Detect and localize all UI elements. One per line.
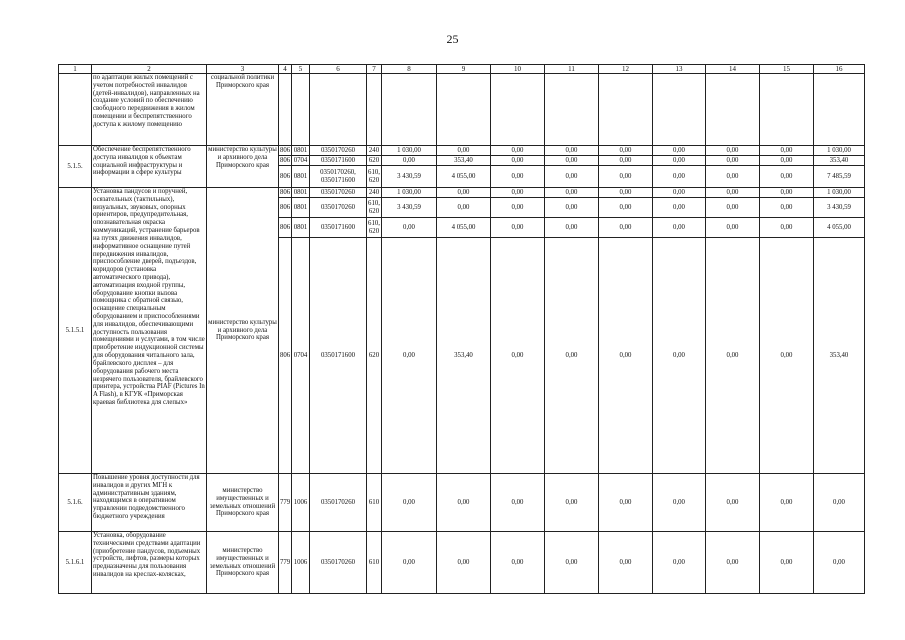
table-cell: 806 [279,166,292,188]
table-cell: 806 [280,156,291,164]
table-cell: 353,40 [437,156,491,166]
table-cell: 0,00 [653,166,706,188]
table-cell: 0350171600 [310,156,367,166]
col-header: 2 [92,65,207,74]
table-cell: 0350171600 [310,238,367,474]
col-header: 6 [310,65,367,74]
table-cell: 353,40 [814,238,865,474]
table-row [59,74,865,146]
table-cell: 0,00 [599,474,653,532]
table-cell: 0,00 [437,198,491,218]
table-cell: 610, 620 [367,218,382,238]
page-number: 25 [446,32,459,46]
table-cell: 0,00 [491,218,545,238]
table-cell: 0,00 [653,198,706,218]
table-cell: 0,00 [760,532,814,594]
table-cell: 0,00 [760,156,814,166]
table-cell: 0,00 [653,532,706,594]
item-executor: социальной политики Приморского края [207,74,279,146]
table-cell: 610, 620 [367,198,382,218]
table-row [59,188,865,198]
item-number: 5.1.5. [59,146,92,188]
table-cell: 0,00 [599,532,653,594]
table-cell: 0,00 [545,188,599,198]
table-cell: 0,00 [437,188,491,198]
table-cell: 0,00 [491,188,545,198]
table-cell: 0704 [292,238,310,474]
item-number: 5.1.6.1 [59,532,92,594]
table-cell: 0,00 [706,188,760,198]
table-cell: 240 [367,146,382,156]
table-cell: 806 [279,218,292,238]
table-cell: 0,00 [382,238,437,474]
table-cell: 0,00 [760,218,814,238]
table-cell: 0801 [292,188,310,198]
header-row [59,65,865,74]
table-cell: 0,00 [706,156,760,166]
table-cell: 0,00 [491,156,545,166]
table-cell: 0,00 [814,532,865,594]
table-cell: 0,00 [491,198,545,218]
table-cell: 779 [279,474,292,532]
table-cell: 0,00 [545,198,599,218]
table-cell: 0,00 [599,146,653,156]
table-cell: 0,00 [653,474,706,532]
col-header: 13 [653,65,706,74]
table-cell: 1 030,00 [814,146,865,156]
table-cell: 0,00 [491,238,545,474]
table-cell: 0350170260 [310,532,367,594]
item-description: по адаптации жилых помещений с учетом потребностей инвалидов (детей-инвалидов), направленных на создание условий по обеспечению свободного передвижения в жилом помещении и беспрепятственного доступа к жилому помещению [92,74,207,146]
table-cell: 0801 [292,218,310,238]
table-cell: 0,00 [653,188,706,198]
table-cell: 0350171600 [310,218,367,238]
table-cell: 0801 [292,146,310,156]
table-cell: 0,00 [382,532,437,594]
table-cell: 0,00 [491,146,545,156]
table-cell: 0,00 [653,238,706,474]
item-number: 5.1.6. [59,474,92,532]
table-cell: 3 430,59 [814,198,865,218]
table-cell: 0,00 [491,166,545,188]
table-cell: 0,00 [491,474,545,532]
table-cell: 0,00 [545,146,599,156]
table-cell: 240 [367,188,382,198]
table-cell: 0,00 [814,474,865,532]
table-cell: 0,00 [760,238,814,474]
table-cell: 0,00 [706,218,760,238]
table-cell: 806 [280,146,291,154]
table-cell: 610, 620 [367,166,382,188]
table-cell: 0,00 [760,188,814,198]
col-header: 4 [279,65,292,74]
col-header: 16 [814,65,865,74]
table-cell: 0,00 [653,218,706,238]
table-cell: 0350170260 [310,198,367,218]
table-cell: 353,40 [437,238,491,474]
table-cell: 0,00 [706,146,760,156]
table-cell: 0,00 [599,166,653,188]
budget-table [58,64,865,594]
col-header: 15 [760,65,814,74]
table-cell: 610 [367,474,382,532]
table-cell: 0,00 [599,156,653,166]
col-header: 9 [437,65,491,74]
table-cell: 0801 [292,166,310,188]
item-executor: министерство культуры и архивного дела Приморского края [207,188,279,474]
table-cell: 0,00 [437,146,491,156]
table-cell: 0,00 [760,198,814,218]
item-executor: министерство культуры и архивного дела Приморского края [207,146,279,188]
table-cell: 0,00 [545,218,599,238]
item-executor: министерство имущественных и земельных отношений Приморского края [207,474,279,532]
table-cell: 0,00 [706,532,760,594]
table-cell: 620 [367,238,382,474]
table-cell: 0,00 [545,156,599,166]
table-cell: 1006 [292,532,310,594]
table-row [59,532,865,594]
item-description: Установка пандусов и поручней, осязательных (тактильных), визуальных, звуковых, опорных ориентиров, предупредительная, опознавательная окраска коммуникаций, устранение барьеров на путях движения инвалидов, информативное оснащение путей передвижения инвалидов, приспособление дверей, подъездов, коридоров (установка автоматического привода), автоматизация входной группы, оборудование кнопки вызова помощника с обратной связью, оснащение специальным оборудованием и приспособлениями для инвалидов, обеспечивающими доступность пользования помещениями и услугами, в том числе приобретение индукционной системы для оборудования читального зала, брайлевского дисплея – для оборудования рабочего места незрячего пользователя, брайлевского принтера, устройства PIAF (Pictures In A Flash), в КГУК «Приморская краевая библиотека для слепых» [92,188,207,474]
table-cell: 0350170260, 0350171600 [310,166,367,188]
table-cell: 7 485,59 [814,166,865,188]
table-cell: 1 030,00 [382,146,437,156]
table-cell: 0801 [292,198,310,218]
table-cell: 0,00 [599,198,653,218]
col-header: 11 [545,65,599,74]
table-cell: 0,00 [706,166,760,188]
table-cell: 0,00 [545,166,599,188]
table-cell: 0,00 [545,238,599,474]
item-description: Установка, оборудование техническими средствами адаптации (приобретение пандусов, подъемных устройств, лифтов, размеры которых предназначены для пользования инвалидов на креслах-колясках, [92,532,207,594]
col-header: 7 [367,65,382,74]
table-row [59,474,865,532]
col-header: 5 [292,65,310,74]
table-cell: 620 [367,156,382,166]
table-cell: 0,00 [382,474,437,532]
table-cell: 0,00 [545,474,599,532]
table-cell: 4 055,00 [814,218,865,238]
table-cell: 0,00 [706,198,760,218]
col-header: 10 [491,65,545,74]
table-cell: 779 [279,532,292,594]
table-cell: 4 055,00 [437,166,491,188]
table-cell: 0,00 [653,156,706,166]
table-cell: 0,00 [599,188,653,198]
table-cell: 0350170260 [310,146,367,156]
table-cell: 353,40 [814,156,865,166]
table-cell: 0704 [292,156,310,166]
table-cell: 0,00 [706,474,760,532]
table-cell: 1 030,00 [382,188,437,198]
table-cell: 3 430,59 [382,166,437,188]
table-cell: 0,00 [760,146,814,156]
table-cell: 610 [367,532,382,594]
table-cell: 806 [279,238,292,474]
table-cell: 0,00 [760,166,814,188]
table-cell: 0,00 [599,218,653,238]
table-cell: 0,00 [760,474,814,532]
col-header: 3 [207,65,279,74]
table-row [59,146,865,156]
table-cell: 0,00 [706,238,760,474]
table-cell: 0350170260 [310,188,367,198]
item-description: Повышение уровня доступности для инвалидов и других МГН к административным зданиям, находящимся в оперативном управлении подведомственного бюджетного учреждения [92,474,207,532]
table-cell: 0,00 [599,238,653,474]
table-cell: 0,00 [382,218,437,238]
table-cell: 3 430,59 [382,198,437,218]
col-header: 12 [599,65,653,74]
item-number: 5.1.5.1 [59,188,92,474]
col-header: 8 [382,65,437,74]
table-cell: 806 [280,188,291,196]
table-cell: 0,00 [437,474,491,532]
table-cell: 1006 [292,474,310,532]
table-cell: 0,00 [491,532,545,594]
item-executor: министерство имущественных и земельных отношений Приморского края [207,532,279,594]
item-description: Обеспечение беспрепятственного доступа инвалидов к объектам социальной инфраструктуры и информации в сфере культуры [92,146,207,188]
table-cell: 0,00 [653,146,706,156]
table-cell: 0350170260 [310,474,367,532]
table-cell: 0,00 [382,156,437,166]
table-cell: 806 [279,198,292,218]
col-header: 14 [706,65,760,74]
table-cell: 0,00 [437,532,491,594]
table-cell: 0,00 [545,532,599,594]
table-cell: 1 030,00 [814,188,865,198]
table-cell: 4 055,00 [437,218,491,238]
col-header: 1 [59,65,92,74]
